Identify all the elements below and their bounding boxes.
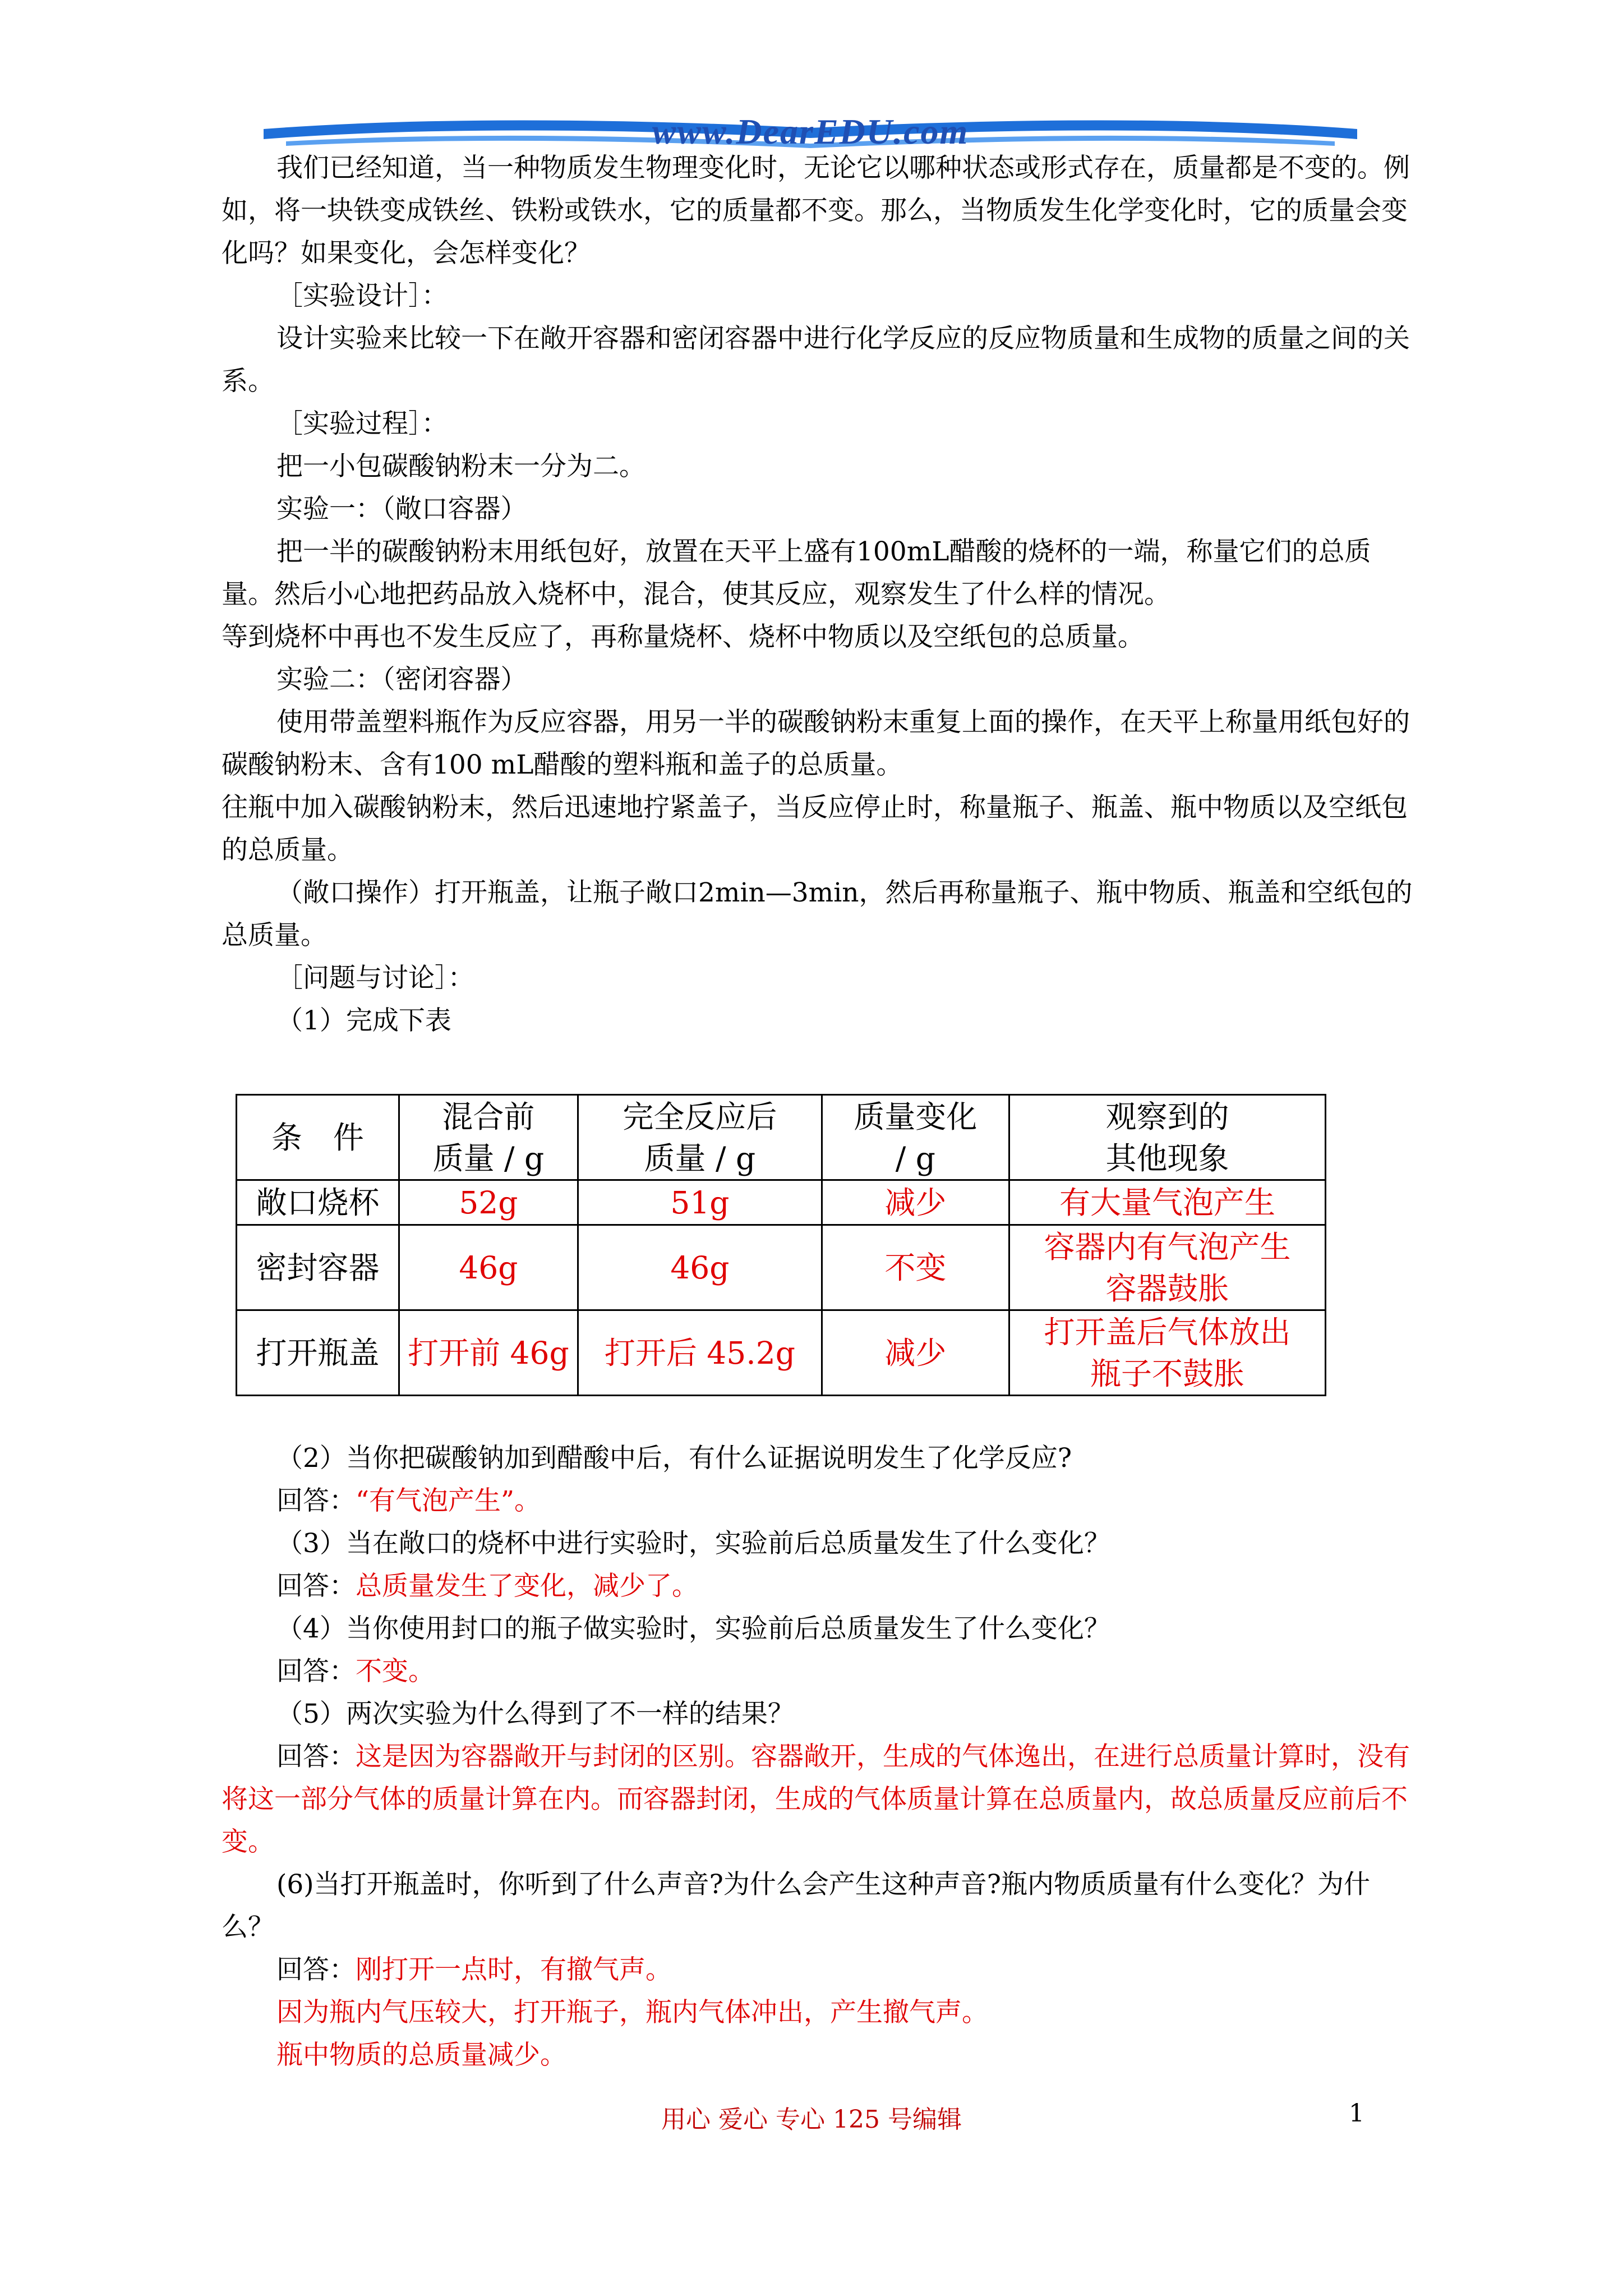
process-intro: 把一小包碳酸钠粉末一分为二。 bbox=[276, 451, 645, 482]
discussion-heading: ［问题与讨论］： bbox=[276, 963, 474, 993]
row-phenomenon: 有大量气泡产生 bbox=[1009, 1180, 1326, 1225]
exp2-text1: 使用带盖塑料瓶作为反应容器，用另一半的碳酸钠粉末重复上面的操作，在天平上称量用纸包好的碳酸钠粉末、含有100 mL醋酸的塑料瓶和盖子的总质量。 bbox=[222, 707, 1410, 780]
answer-5: 回答：这是因为容器敞开与封闭的区别。容器敞开，生成的气体逸出，在进行总质量计算时，没有将这一部分气体的质量计算在内。而容器封闭，生成的气体质量计算在总质量内，故总质量反应前后不变。 bbox=[222, 1741, 1410, 1857]
document-body bbox=[222, 147, 1422, 1042]
intro-paragraph: 我们已经知道，当一种物质发生物理变化时，无论它以哪种状态或形式存在，质量都是不变的。例如，将一块铁变成铁丝、铁粉或铁水，它的质量都不变。那么，当物质发生化学变化时，它的质量会变化吗？如果变化，会怎样变化？ bbox=[222, 153, 1410, 269]
page-number: 1 bbox=[1349, 2099, 1364, 2128]
row-after: 51g bbox=[578, 1180, 822, 1225]
exp2-heading: 实验二：（密闭容器） bbox=[276, 664, 527, 695]
discussion-section bbox=[222, 1437, 1422, 2077]
table-row bbox=[237, 1180, 1326, 1225]
answer-4: 回答：不变。 bbox=[276, 1656, 435, 1687]
row-change: 减少 bbox=[822, 1310, 1009, 1396]
question-5: （5）两次实验为什么得到了不一样的结果？ bbox=[276, 1699, 794, 1729]
exp1-text1: 把一半的碳酸钠粉末用纸包好，放置在天平上盛有100mL醋酸的烧杯的一端，称量它们的总质量。然后小心地把药品放入烧杯中，混合，使其反应，观察发生了什么样的情况。 bbox=[222, 536, 1371, 610]
row-phenomenon: 打开盖后气体放出 瓶子不鼓胀 bbox=[1009, 1310, 1326, 1396]
row-condition: 敞口烧杯 bbox=[237, 1180, 399, 1225]
design-text: 设计实验来比较一下在敞开容器和密闭容器中进行化学反应的反应物质量和生成物的质量之间的关系。 bbox=[222, 323, 1410, 397]
question-2: （2）当你把碳酸钠加到醋酸中后，有什么证据说明发生了化学反应? bbox=[276, 1443, 1072, 1474]
header-after: 完全反应后 质量 / g bbox=[578, 1095, 822, 1180]
row-before: 打开前 46g bbox=[399, 1310, 578, 1396]
answer-6: 回答：刚打开一点时，有撤气声。 bbox=[276, 1954, 672, 1985]
process-heading: ［实验过程］： bbox=[276, 408, 448, 439]
logo-text: www.DearEDU.com bbox=[652, 112, 969, 151]
table-header-row bbox=[237, 1095, 1326, 1180]
row-before: 52g bbox=[399, 1180, 578, 1225]
design-heading: ［实验设计］： bbox=[276, 280, 448, 311]
row-after: 46g bbox=[578, 1225, 822, 1310]
exp1-text2: 等到烧杯中再也不发生反应了，再称量烧杯、烧杯中物质以及空纸包的总质量。 bbox=[222, 622, 1144, 652]
table-row bbox=[237, 1225, 1326, 1310]
header-condition: 条 件 bbox=[237, 1095, 399, 1180]
exp1-heading: 实验一：（敞口容器） bbox=[276, 494, 527, 524]
question-6: (6)当打开瓶盖时，你听到了什么声音?为什么会产生这种声音?瓶内物质质量有什么变化？为什么？ bbox=[222, 1869, 1370, 1943]
row-condition: 打开瓶盖 bbox=[237, 1310, 399, 1396]
header-before: 混合前 质量 / g bbox=[399, 1095, 578, 1180]
question-3: （3）当在敞口的烧杯中进行实验时，实验前后总质量发生了什么变化？ bbox=[276, 1528, 1110, 1559]
row-change: 减少 bbox=[822, 1180, 1009, 1225]
table-row bbox=[237, 1310, 1326, 1396]
row-after: 打开后 45.2g bbox=[578, 1310, 822, 1396]
results-table bbox=[236, 1094, 1326, 1396]
answer-3: 回答：总质量发生了变化，减少了。 bbox=[276, 1571, 698, 1602]
answer-6-line-2: 因为瓶内气压较大，打开瓶子，瓶内气体冲出，产生撤气声。 bbox=[276, 1997, 988, 2028]
row-change: 不变 bbox=[822, 1225, 1009, 1310]
row-phenomenon: 容器内有气泡产生 容器鼓胀 bbox=[1009, 1225, 1326, 1310]
header-phenomenon: 观察到的 其他现象 bbox=[1009, 1095, 1326, 1180]
question-4: （4）当你使用封口的瓶子做实验时，实验前后总质量发生了什么变化？ bbox=[276, 1613, 1110, 1644]
header-change: 质量变化 / g bbox=[822, 1095, 1009, 1180]
answer-2: 回答：“有气泡产生”。 bbox=[276, 1485, 541, 1516]
open-op-text: （敞口操作）打开瓶盖，让瓶子敞口2min—3min，然后再称量瓶子、瓶中物质、瓶盖和空纸包的总质量。 bbox=[222, 877, 1413, 951]
row-before: 46g bbox=[399, 1225, 578, 1310]
row-condition: 密封容器 bbox=[237, 1225, 399, 1310]
exp2-text2: 往瓶中加入碳酸钠粉末，然后迅速地拧紧盖子，当反应停止时，称量瓶子、瓶盖、瓶中物质以及空纸包的总质量。 bbox=[222, 792, 1408, 866]
page-footer: 用心 爱心 专心 125 号编辑 bbox=[661, 2105, 962, 2134]
answer-6-line-3: 瓶中物质的总质量减少。 bbox=[276, 2040, 566, 2070]
question-1: （1）完成下表 bbox=[276, 1005, 451, 1036]
